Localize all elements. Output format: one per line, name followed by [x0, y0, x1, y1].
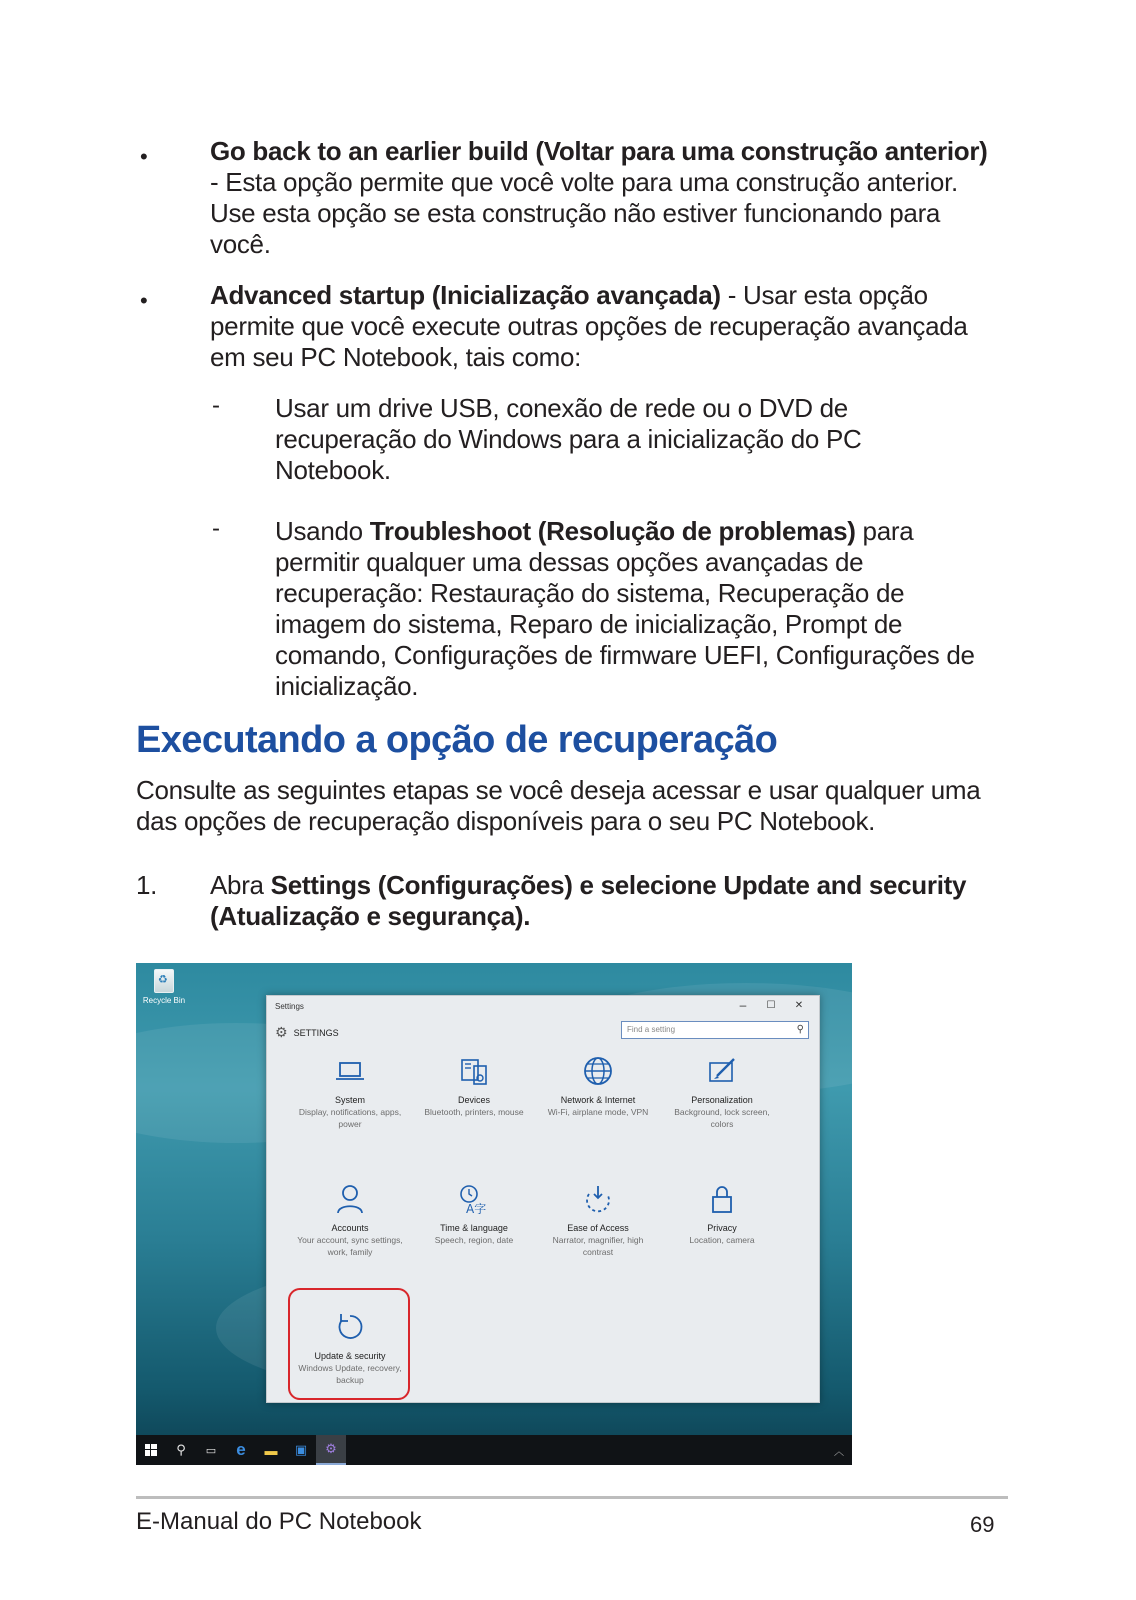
tile-name: Ease of Access	[567, 1223, 629, 1233]
tile-desc: Background, lock screen, colors	[674, 1107, 770, 1129]
gear-icon: ⚙	[275, 1024, 288, 1040]
start-button[interactable]	[136, 1435, 166, 1465]
tile-network[interactable]	[543, 1051, 653, 1118]
step-text-pre: Abra	[210, 870, 271, 900]
tile-name: Privacy	[707, 1223, 737, 1233]
tile-desc: Speech, region, date	[434, 1235, 514, 1245]
window-title: Settings	[275, 1002, 304, 1011]
step-text-bold: Settings (Configurações) e selecione Update and security (Atualização e segurança).	[210, 870, 967, 931]
tile-name: System	[334, 1095, 365, 1105]
bullet-go-back-title: Go back to an earlier build (Voltar para uma construção anterior)	[210, 136, 988, 166]
footer-title: E-Manual do PC Notebook	[136, 1508, 422, 1535]
store-button[interactable]	[286, 1435, 316, 1465]
tile-name: Network & Internet	[560, 1095, 636, 1105]
bullet-advanced-startup-title: Advanced startup (Inicialização avançada)	[210, 280, 721, 310]
step-text	[210, 870, 1010, 932]
tile-ease-of-access[interactable]	[543, 1179, 653, 1258]
bullet-advanced-startup	[210, 280, 990, 373]
tile-accounts[interactable]	[295, 1179, 405, 1258]
dash-marker: -	[212, 515, 220, 542]
highlight-circle	[288, 1288, 410, 1400]
bullet-marker: •	[140, 144, 148, 169]
minimize-button[interactable]: –	[739, 998, 747, 1012]
subitem-troubleshoot-bold: Troubleshoot (Resolução de problemas)	[369, 516, 856, 546]
tile-name: Accounts	[331, 1223, 369, 1233]
recycle-bin-icon	[154, 969, 174, 993]
search-placeholder: Find a setting	[627, 1025, 676, 1034]
time-language-icon	[457, 1182, 491, 1216]
tile-desc: Your account, sync settings, work, family	[297, 1235, 403, 1257]
tile-desc: Display, notifications, apps, power	[298, 1107, 402, 1129]
recycle-bin-label: Recycle Bin	[142, 996, 186, 1005]
tile-personalization[interactable]	[667, 1051, 777, 1130]
windows-icon	[145, 1444, 157, 1456]
ease-of-access-icon	[581, 1182, 615, 1216]
settings-taskbar-button[interactable]	[316, 1435, 346, 1465]
task-view-icon: ▭	[205, 1444, 217, 1457]
dash-marker: -	[212, 392, 220, 419]
tile-desc: Wi-Fi, airplane mode, VPN	[547, 1107, 649, 1117]
search-input[interactable]	[621, 1021, 809, 1039]
store-icon: ▣	[294, 1442, 308, 1457]
title-bar	[267, 996, 819, 1018]
tile-name: Devices	[457, 1095, 490, 1105]
tile-desc: Narrator, magnifier, high contrast	[552, 1235, 644, 1257]
tile-desc: Windows Update, recovery, backup	[298, 1363, 402, 1385]
taskbar	[136, 1435, 852, 1465]
subitem-usb-text: Usar um drive USB, conexão de rede ou o DVD de recuperação do Windows para a inicialização do PC Notebook.	[275, 393, 862, 485]
lock-icon	[705, 1182, 739, 1216]
recycle-bin[interactable]	[142, 969, 186, 1005]
tile-name: Update & security	[314, 1351, 386, 1361]
task-view-button[interactable]	[196, 1435, 226, 1465]
search-icon: ⚲	[176, 1442, 186, 1457]
globe-icon	[581, 1054, 615, 1088]
tile-name: Personalization	[691, 1095, 753, 1105]
tile-name: Time & language	[440, 1223, 508, 1233]
settings-screenshot	[136, 963, 852, 1465]
step-number: 1.	[136, 870, 158, 900]
bullet-go-back	[210, 136, 990, 260]
chevron-up-icon[interactable]: ︿	[834, 1446, 844, 1458]
page-number: 69	[970, 1512, 995, 1537]
svg-text:A字: A字	[466, 1202, 487, 1216]
maximize-button[interactable]: ☐	[766, 1000, 776, 1011]
tile-time-language[interactable]	[419, 1179, 529, 1246]
folder-icon: ▬	[264, 1442, 278, 1458]
subitem-troubleshoot-pre: Usando	[275, 516, 370, 546]
tile-desc: Bluetooth, printers, mouse	[424, 1107, 524, 1117]
section-title: Executando a opção de recuperação	[136, 719, 778, 761]
edge-icon: e	[236, 1440, 246, 1459]
bullet-advanced-startup-text: - Usar esta opção permite que você execute outras opções de recuperação avançada em seu PC Notebook, tais como:	[210, 280, 968, 372]
section-intro: Consulte as seguintes etapas se você deseja acessar e usar qualquer uma das opções de recuperação disponíveis para o seu PC Notebook.	[136, 775, 981, 836]
settings-heading: SETTINGS	[293, 1027, 339, 1038]
tile-privacy[interactable]	[667, 1179, 777, 1246]
edge-button[interactable]	[226, 1435, 256, 1465]
tile-desc: Location, camera	[689, 1235, 755, 1245]
file-explorer-button[interactable]	[256, 1435, 286, 1465]
person-icon	[333, 1182, 367, 1216]
laptop-icon	[333, 1054, 367, 1088]
bullet-marker: •	[140, 288, 148, 313]
tile-system[interactable]	[295, 1051, 405, 1130]
subitem-troubleshoot	[275, 516, 995, 702]
footer-divider	[136, 1496, 1008, 1499]
settings-header	[275, 1024, 339, 1041]
search-button[interactable]	[166, 1435, 196, 1465]
gear-icon: ⚙	[325, 1441, 337, 1456]
devices-icon	[457, 1054, 491, 1088]
brush-icon	[705, 1054, 739, 1088]
subitem-usb	[275, 393, 915, 486]
search-icon: ⚲	[796, 1024, 804, 1035]
tile-devices[interactable]	[419, 1051, 529, 1118]
bullet-go-back-text: - Esta opção permite que você volte para uma construção anterior. Use esta opção se esta construção não estiver funcionando para você.	[210, 167, 958, 259]
close-button[interactable]: ✕	[794, 1000, 804, 1011]
subitem-troubleshoot-post: para permitir qualquer uma dessas opções avançadas de recuperação: Restauração do sistema, Recuperação de imagem do sistema, Reparo de inicialização, Prompt de comando, Configurações de firmware UEFI, Configurações de inicialização.	[275, 516, 975, 701]
